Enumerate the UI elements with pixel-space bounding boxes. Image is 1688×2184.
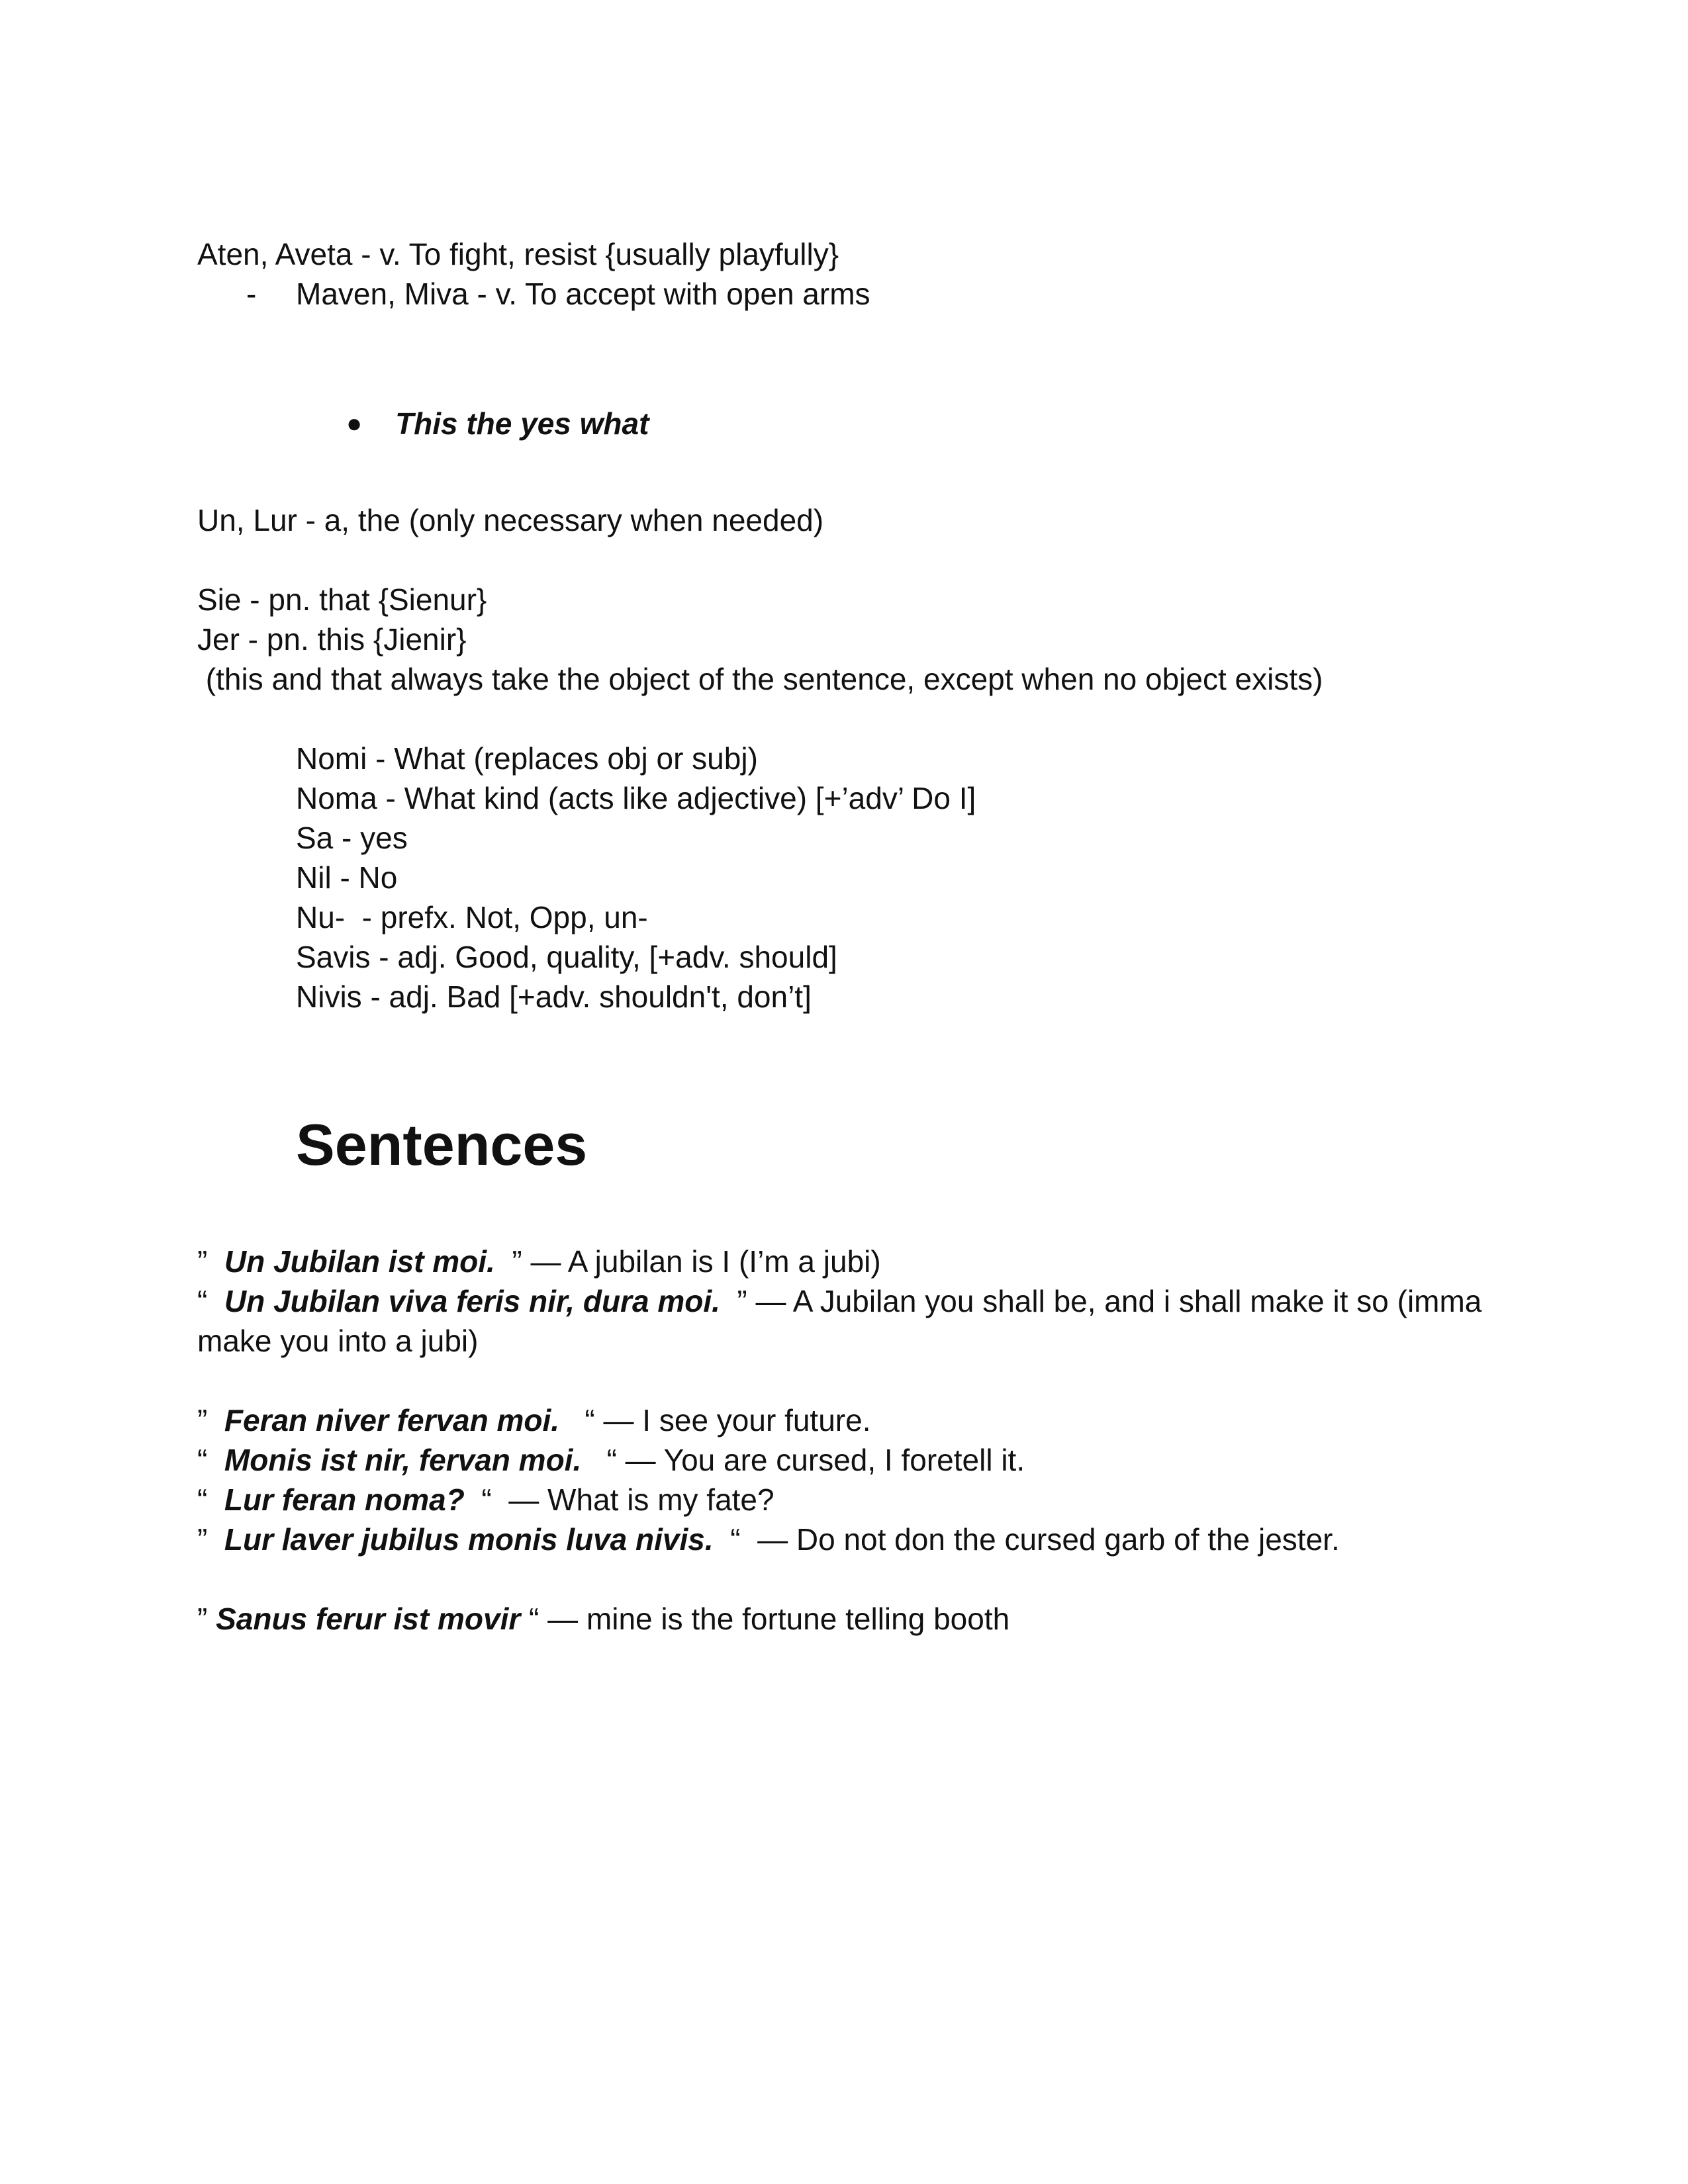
- word-entry: Sa - yes: [296, 821, 408, 855]
- word-entry: Nomi - What (replaces obj or subj): [296, 741, 758, 776]
- quote-open: ”: [197, 1522, 224, 1557]
- sentence-translation: “ — What is my fate?: [464, 1482, 774, 1517]
- sentence-phrase: Un Jubilan ist moi.: [224, 1244, 495, 1279]
- sentence-line: [197, 1400, 870, 1440]
- sentence-phrase: Sanus ferur ist movir: [216, 1602, 521, 1636]
- quote-open: ”: [197, 1602, 216, 1636]
- sentence-phrase: Monis ist nir, fervan moi.: [224, 1443, 582, 1477]
- word-entry: Nil - No: [296, 860, 398, 895]
- vocab-un: Un, Lur - a, the (only necessary when needed): [197, 503, 824, 537]
- sentence-line: [197, 1440, 1025, 1480]
- word-entry: Savis - adj. Good, quality, [+adv. should]: [296, 940, 837, 974]
- sentence-line: [197, 1242, 881, 1281]
- sentence-translation: “ — You are cursed, I foretell it.: [581, 1443, 1025, 1477]
- sentence-line: [197, 1480, 774, 1520]
- sentence-translation: “ — mine is the fortune telling booth: [520, 1602, 1010, 1636]
- quote-open: “: [197, 1284, 224, 1318]
- section-subtitle: This the yes what: [395, 406, 649, 441]
- sentence-phrase: Un Jubilan viva feris nir, dura moi.: [224, 1284, 720, 1318]
- sentence-phrase: Lur laver jubilus monis luva nivis.: [224, 1522, 714, 1557]
- sentence-phrase: Lur feran noma?: [224, 1482, 465, 1517]
- sentence-line: [197, 1520, 1340, 1559]
- usage-note: (this and that always take the object of the sentence, except when no object exists): [197, 662, 1323, 696]
- vocab-maven: Maven, Miva - v. To accept with open arms: [296, 277, 870, 311]
- word-entry: Nivis - adj. Bad [+adv. shouldn't, don’t]: [296, 979, 812, 1014]
- list-dash: -: [246, 277, 257, 311]
- sentence-translation: “ — I see your future.: [559, 1403, 871, 1437]
- sentences-heading: Sentences: [296, 1112, 588, 1177]
- vocab-sie: Sie - pn. that {Sienur}: [197, 582, 487, 617]
- sentence-translation: ” — A Jubilan you shall be, and i shall make it so (imma: [720, 1284, 1482, 1318]
- vocab-aten: Aten, Aveta - v. To fight, resist {usually playfully}: [197, 237, 839, 271]
- sentence-line: [197, 1281, 1481, 1321]
- sentence-line: [197, 1599, 1009, 1639]
- quote-open: “: [197, 1443, 224, 1477]
- sentence-translation: ” — A jubilan is I (I’m a jubi): [494, 1244, 881, 1279]
- vocab-jer: Jer - pn. this {Jienir}: [197, 622, 467, 657]
- quote-open: ”: [197, 1403, 224, 1437]
- sentence-phrase: Feran niver fervan moi.: [224, 1403, 560, 1437]
- quote-open: ”: [197, 1244, 224, 1279]
- word-entry: Noma - What kind (acts like adjective) [+’adv’ Do I]: [296, 781, 976, 815]
- quote-open: “: [197, 1482, 224, 1517]
- sentence-translation: “ — Do not don the cursed garb of the jester.: [713, 1522, 1340, 1557]
- word-entry: Nu- - prefx. Not, Opp, un-: [296, 900, 648, 934]
- bullet-icon: ●: [346, 409, 363, 438]
- sentence-wrap: make you into a jubi): [197, 1324, 479, 1358]
